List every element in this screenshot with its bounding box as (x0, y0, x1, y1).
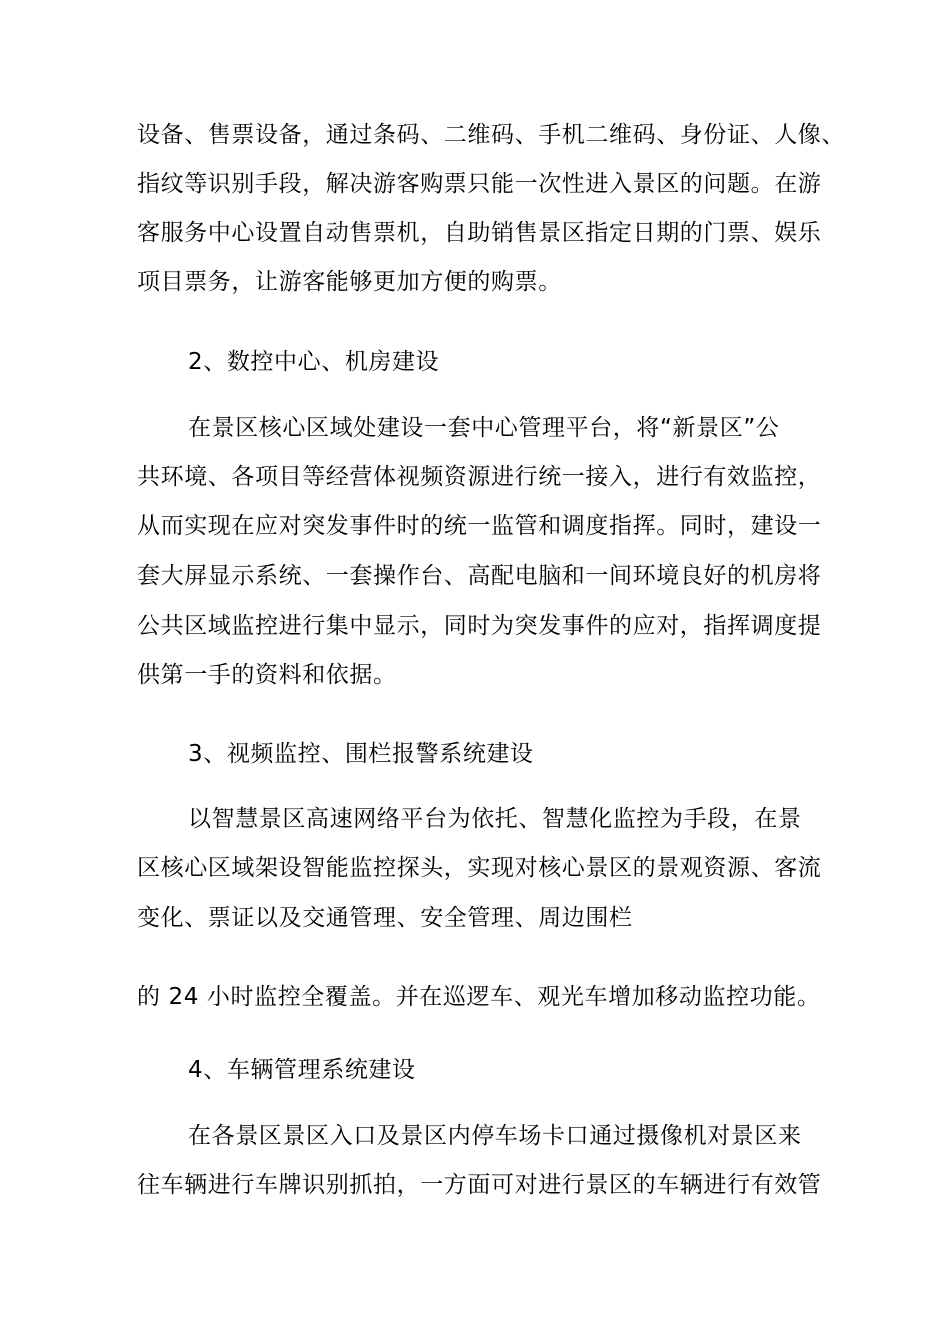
paragraph-line: 在各景区景区入口及景区内停车场卡口通过摄像机对景区来 (188, 1123, 802, 1149)
paragraph-line: 指纹等识别手段，解决游客购票只能一次性进入景区的问题。在游 (137, 171, 822, 197)
section-heading: 4、车辆管理系统建设 (188, 1057, 416, 1083)
paragraph-line: 从而实现在应对突发事件时的统一监管和调度指挥。同时，建设一 (137, 513, 822, 539)
paragraph-line: 项目票务，让游客能够更加方便的购票。 (137, 269, 562, 295)
section-heading: 2、数控中心、机房建设 (188, 349, 440, 375)
paragraph-line: 往车辆进行车牌识别抓拍，一方面可对进行景区的车辆进行有效管 (137, 1172, 822, 1198)
paragraph-line: 的 24 小时监控全覆盖。并在巡逻车、观光车增加移动监控功能。 (137, 984, 821, 1010)
paragraph-line: 供第一手的资料和依据。 (137, 662, 397, 688)
paragraph-line: 变化、票证以及交通管理、安全管理、周边围栏 (137, 905, 633, 931)
paragraph-line: 设备、售票设备，通过条码、二维码、手机二维码、身份证、人像、 (137, 122, 845, 148)
section-heading: 3、视频监控、围栏报警系统建设 (188, 741, 534, 767)
paragraph-line: 套大屏显示系统、一套操作台、高配电脑和一间环境良好的机房将 (137, 563, 822, 589)
paragraph-line: 客服务中心设置自动售票机，自助销售景区指定日期的门票、娱乐 (137, 220, 822, 246)
paragraph-line: 以智慧景区高速网络平台为依托、智慧化监控为手段，在景 (188, 806, 802, 832)
paragraph-line: 在景区核心区域处建设一套中心管理平台，将“新景区”公 (188, 415, 780, 441)
paragraph-line: 公共区域监控进行集中显示，同时为突发事件的应对，指挥调度提 (137, 613, 822, 639)
paragraph-line: 共环境、各项目等经营体视频资源进行统一接入，进行有效监控， (137, 464, 822, 490)
paragraph-line: 区核心区域架设智能监控探头，实现对核心景区的景观资源、客流 (137, 855, 822, 881)
